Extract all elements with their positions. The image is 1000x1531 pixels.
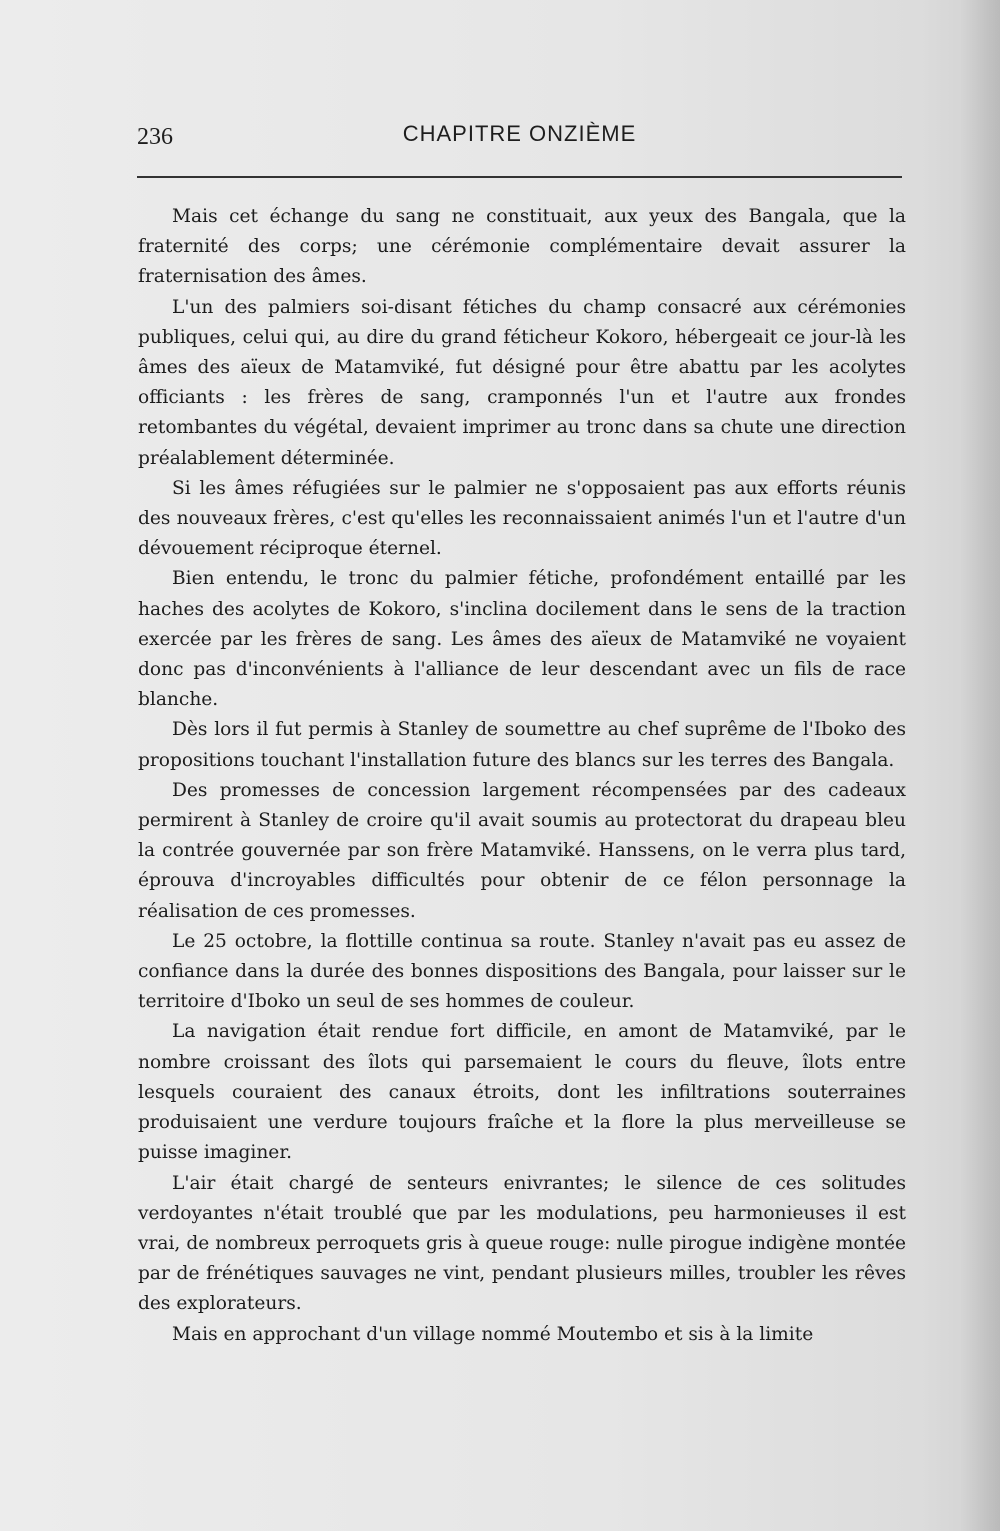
- paragraph: Mais en approchant d'un village nommé Moutembo et sis à la limite: [172, 1323, 814, 1345]
- paragraph: L'air était chargé de senteurs enivrantes; le silence de ces solitudes verdoyantes n'était troublé que par les modulations, peu harmonieuses il est vrai, de nombreux perroquets gris à queue rouge: nulle pirogue indigène montée par de frénétiques sauvages ne vint, pendant plusieurs milles, troubler les rêves des explorateurs.: [138, 1172, 906, 1315]
- paragraph: Si les âmes réfugiées sur le palmier ne s'opposaient pas aux efforts réunis des nouveaux frères, c'est qu'elles les reconnaissaient animés l'un et l'autre d'un dévouement réciproque éternel.: [138, 477, 906, 560]
- paragraph: L'un des palmiers soi-disant fétiches du champ consacré aux cérémonies publiques, celui qui, au dire du grand féticheur Kokoro, hébergeait ce jour-là les âmes des aïeux de Matamviké, fut désigné pour être abattu par les acolytes officiants : les frères de sang, cramponnés l'un et l'autre aux frondes retombantes du végétal, devaient imprimer au tronc dans sa chute une direction préalablement déterminée.: [138, 296, 906, 469]
- header-rule: [137, 176, 902, 178]
- paragraph: La navigation était rendue fort difficile, en amont de Matamviké, par le nombre croissant des îlots qui parsemaient le cours du fleuve, îlots entre lesquels couraient des canaux étroits, dont les infiltrations souterraines produisaient une verdure toujours fraîche et la flore la plus merveilleuse se puisse imaginer.: [138, 1021, 906, 1164]
- paragraph: Bien entendu, le tronc du palmier fétiche, profondément entaillé par les haches des acolytes de Kokoro, s'inclina docilement dans le sens de la traction exercée par les frères de sang. Les âmes des aïeux de Matamviké ne voyaient donc pas d'inconvénients à l'alliance de leur descendant avec un fils de race blanche.: [138, 568, 906, 711]
- paragraph: Des promesses de concession largement récompensées par des cadeaux permirent à Stanley de croire qu'il avait soumis au protectorat du drapeau bleu la contrée gouvernée par son frère Matamviké. Hanssens, on le verra plus tard, éprouva d'incroyables difficultés pour obtenir de ce félon personnage la réalisation de ces promesses.: [138, 779, 906, 922]
- body-text: [138, 202, 906, 1350]
- page-number: 236: [137, 124, 173, 150]
- running-head: CHAPITRE ONZIÈME: [402, 121, 637, 146]
- paragraph: Dès lors il fut permis à Stanley de soumettre au chef suprême de l'Iboko des propositions touchant l'installation future des blancs sur les terres des Bangala.: [138, 719, 906, 771]
- paragraph: Mais cet échange du sang ne constituait, aux yeux des Bangala, que la fraternité des corps; une cérémonie complémentaire devait assurer la fraternisation des âmes.: [138, 206, 906, 288]
- page-edge-shadow: [960, 0, 1000, 1531]
- paragraph: Le 25 octobre, la flottille continua sa route. Stanley n'avait pas eu assez de confiance dans la durée des bonnes dispositions des Bangala, pour laisser sur le territoire d'Iboko un seul de ses hommes de couleur.: [138, 930, 906, 1013]
- page-header: [137, 118, 902, 158]
